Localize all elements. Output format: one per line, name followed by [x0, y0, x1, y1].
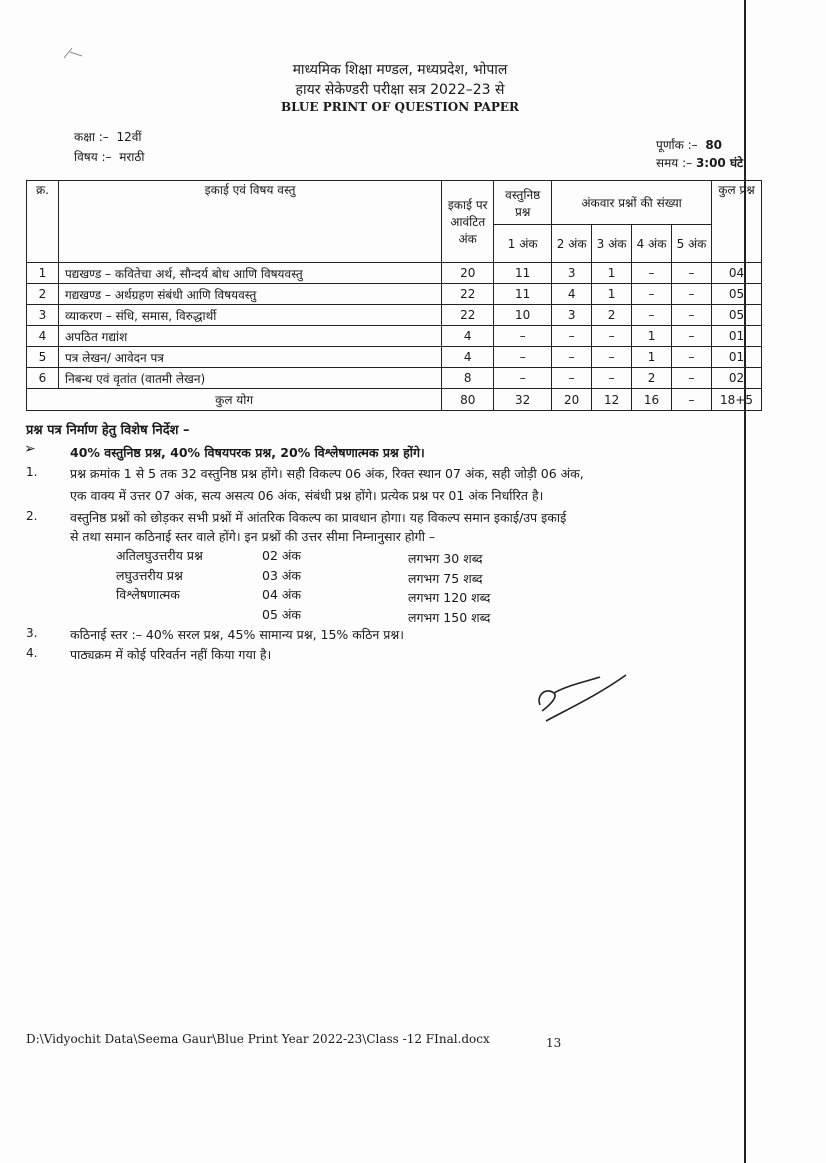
limit-type: विश्लेषणात्मक [116, 587, 180, 602]
subject-label: विषय :– [74, 150, 112, 164]
row-m5: – [672, 368, 712, 389]
row-unit: निबन्ध एवं वृतांत (वातमी लेखन) [58, 368, 441, 389]
row-alloc: 4 [442, 326, 494, 347]
header-m5: 5 अंक [672, 225, 712, 263]
instruction-2-line-1: वस्तुनिष्ठ प्रश्नों को छोड़कर सभी प्रश्नों में आंतरिक विकल्प का प्रावधान होगा। यह विकल्प समान इकाई/उप इकाई [70, 510, 567, 525]
row-m5: – [672, 326, 712, 347]
row-m4: 2 [632, 368, 672, 389]
limit-words: लगभग 30 शब्द [408, 551, 483, 566]
subject-info [74, 148, 144, 165]
instruction-4: पाठ्यक्रम में कोई परिवर्तन नहीं किया गया है। [70, 647, 272, 662]
header-total: कुल प्रश्न [711, 181, 761, 263]
row-sno: 5 [27, 347, 59, 368]
marks-label: पूर्णांक :– [656, 138, 698, 152]
row-obj: 11 [494, 263, 552, 284]
row-total: 01 [711, 326, 761, 347]
limit-words: लगभग 150 शब्द [408, 610, 491, 625]
limit-type: अतिलघुउत्तरीय प्रश्न [116, 548, 203, 563]
row-total: 01 [711, 347, 761, 368]
row-m5: – [672, 284, 712, 305]
row-m2: 3 [552, 263, 592, 284]
header-objective: वस्तुनिष्ठ प्रश्न [494, 181, 552, 225]
document-title: BLUE PRINT OF QUESTION PAPER [280, 100, 520, 114]
item-number: 1. [26, 465, 38, 479]
limit-marks: 04 अंक [262, 587, 302, 602]
board-name: माध्यमिक शिक्षा मण्डल, मध्यप्रदेश, भोपाल [292, 62, 508, 78]
max-marks-info [656, 136, 722, 153]
instruction-1-line-1: प्रश्न क्रमांक 1 से 5 तक 32 वस्तुनिष्ठ प्रश्न होंगे। सही विकल्प 06 अंक, रिक्त स्थान 07 अंक, सही जोड़ी 06 अंक, [70, 466, 584, 481]
row-unit: अपठित गद्यांश [58, 326, 441, 347]
subject-value: मराठी [119, 150, 145, 164]
row-m5: – [672, 263, 712, 284]
row-m3: 1 [592, 263, 632, 284]
table-row [27, 326, 762, 347]
item-number: 2. [26, 509, 38, 523]
limit-words: लगभग 75 शब्द [408, 571, 483, 586]
total-m4: 16 [632, 389, 672, 411]
row-alloc: 4 [442, 347, 494, 368]
row-alloc: 22 [442, 305, 494, 326]
class-label: कक्षा :– [74, 130, 109, 144]
limit-marks: 03 अंक [262, 568, 302, 583]
limit-type: लघुउत्तरीय प्रश्न [116, 568, 183, 583]
instructions-title: प्रश्न पत्र निर्माण हेतु विशेष निर्देश – [26, 423, 190, 438]
row-total: 05 [711, 284, 761, 305]
header-alloc: इकाई पर आवंटित अंक [442, 181, 494, 263]
total-label: कुल योग [27, 389, 442, 411]
row-m4: 1 [632, 326, 672, 347]
row-m3: 2 [592, 305, 632, 326]
row-sno: 4 [27, 326, 59, 347]
instruction-3: कठिनाई स्तर :– 40% सरल प्रश्न, 45% सामान्य प्रश्न, 15% कठिन प्रश्न। [70, 627, 404, 642]
page-number: 13 [546, 1036, 562, 1050]
table-row [27, 284, 762, 305]
row-m5: – [672, 305, 712, 326]
total-m5: – [672, 389, 712, 411]
row-sno: 3 [27, 305, 59, 326]
row-sno: 1 [27, 263, 59, 284]
header-sno: क्र. [27, 181, 59, 263]
row-unit: व्याकरण – संधि, समास, विरुद्धार्थी [58, 305, 441, 326]
total-row [27, 389, 762, 411]
scan-edge-line [744, 0, 746, 1163]
row-obj: – [494, 368, 552, 389]
header-marks-wise: अंकवार प्रश्नों की संख्या [552, 181, 712, 225]
row-m2: – [552, 368, 592, 389]
signature [528, 665, 638, 725]
row-alloc: 8 [442, 368, 494, 389]
exam-session: हायर सेकेण्डरी परीक्षा सत्र 2022–23 से [295, 82, 505, 98]
header-m3: 3 अंक [592, 225, 632, 263]
total-obj: 32 [494, 389, 552, 411]
row-m2: – [552, 347, 592, 368]
row-unit: पद्यखण्ड – कवितेचा अर्थ, सौन्दर्य बोध आणि विषयवस्तु [58, 263, 441, 284]
row-total: 05 [711, 305, 761, 326]
row-obj: – [494, 347, 552, 368]
row-alloc: 20 [442, 263, 494, 284]
row-m2: 3 [552, 305, 592, 326]
time-info [656, 154, 743, 171]
row-sno: 2 [27, 284, 59, 305]
total-total: 18+5 [711, 389, 761, 411]
row-m4: 1 [632, 347, 672, 368]
table-row [27, 305, 762, 326]
pen-mark [60, 44, 90, 64]
time-value: 3:00 घंटे [695, 156, 744, 170]
header-unit: इकाई एवं विषय वस्तु [58, 181, 441, 263]
table-row [27, 368, 762, 389]
blueprint-table [26, 180, 762, 411]
table-row [27, 347, 762, 368]
row-alloc: 22 [442, 284, 494, 305]
limit-marks: 05 अंक [262, 607, 302, 622]
row-obj: 10 [494, 305, 552, 326]
row-m3: – [592, 368, 632, 389]
row-unit: पत्र लेखन/ आवेदन पत्र [58, 347, 441, 368]
item-number: 4. [26, 646, 38, 660]
row-total: 02 [711, 368, 761, 389]
row-m3: – [592, 326, 632, 347]
row-m5: – [672, 347, 712, 368]
class-value: 12वीं [116, 130, 142, 144]
header-m2: 2 अंक [552, 225, 592, 263]
limit-words: लगभग 120 शब्द [408, 590, 491, 605]
row-m4: – [632, 305, 672, 326]
row-m4: – [632, 263, 672, 284]
limit-marks: 02 अंक [262, 548, 302, 563]
total-m3: 12 [592, 389, 632, 411]
arrow-bullet-icon: ➢ [24, 441, 36, 457]
marks-value: 80 [705, 138, 723, 152]
row-m2: 4 [552, 284, 592, 305]
row-m2: – [552, 326, 592, 347]
total-m2: 20 [552, 389, 592, 411]
file-path: D:\Vidyochit Data\Seema Gaur\Blue Print Year 2022-23\Class -12 FInal.docx [26, 1032, 490, 1046]
instruction-1-line-2: एक वाक्य में उत्तर 07 अंक, सत्य असत्य 06 अंक, संबंधी प्रश्न होंगे। प्रत्येक प्रश्न पर 01 अंक निर्धारित है। [70, 488, 544, 503]
row-sno: 6 [27, 368, 59, 389]
row-obj: – [494, 326, 552, 347]
row-m3: 1 [592, 284, 632, 305]
row-m4: – [632, 284, 672, 305]
row-obj: 11 [494, 284, 552, 305]
time-label: समय :– [656, 156, 693, 170]
table-row [27, 263, 762, 284]
item-number: 3. [26, 626, 38, 640]
instruction-2-line-2: से तथा समान कठिनाई स्तर वाले होंगे। इन प्रश्नों की उत्तर सीमा निम्नानुसार होगी – [70, 529, 436, 544]
class-info [74, 128, 142, 145]
header-obj-1: 1 अंक [494, 225, 552, 263]
total-alloc: 80 [442, 389, 494, 411]
row-unit: गद्यखण्ड – अर्थग्रहण संबंधी आणि विषयवस्तु [58, 284, 441, 305]
header-m4: 4 अंक [632, 225, 672, 263]
row-total: 04 [711, 263, 761, 284]
question-distribution: 40% वस्तुनिष्ठ प्रश्न, 40% विषयपरक प्रश्न, 20% विश्लेषणात्मक प्रश्न होंगे। [70, 445, 425, 460]
row-m3: – [592, 347, 632, 368]
